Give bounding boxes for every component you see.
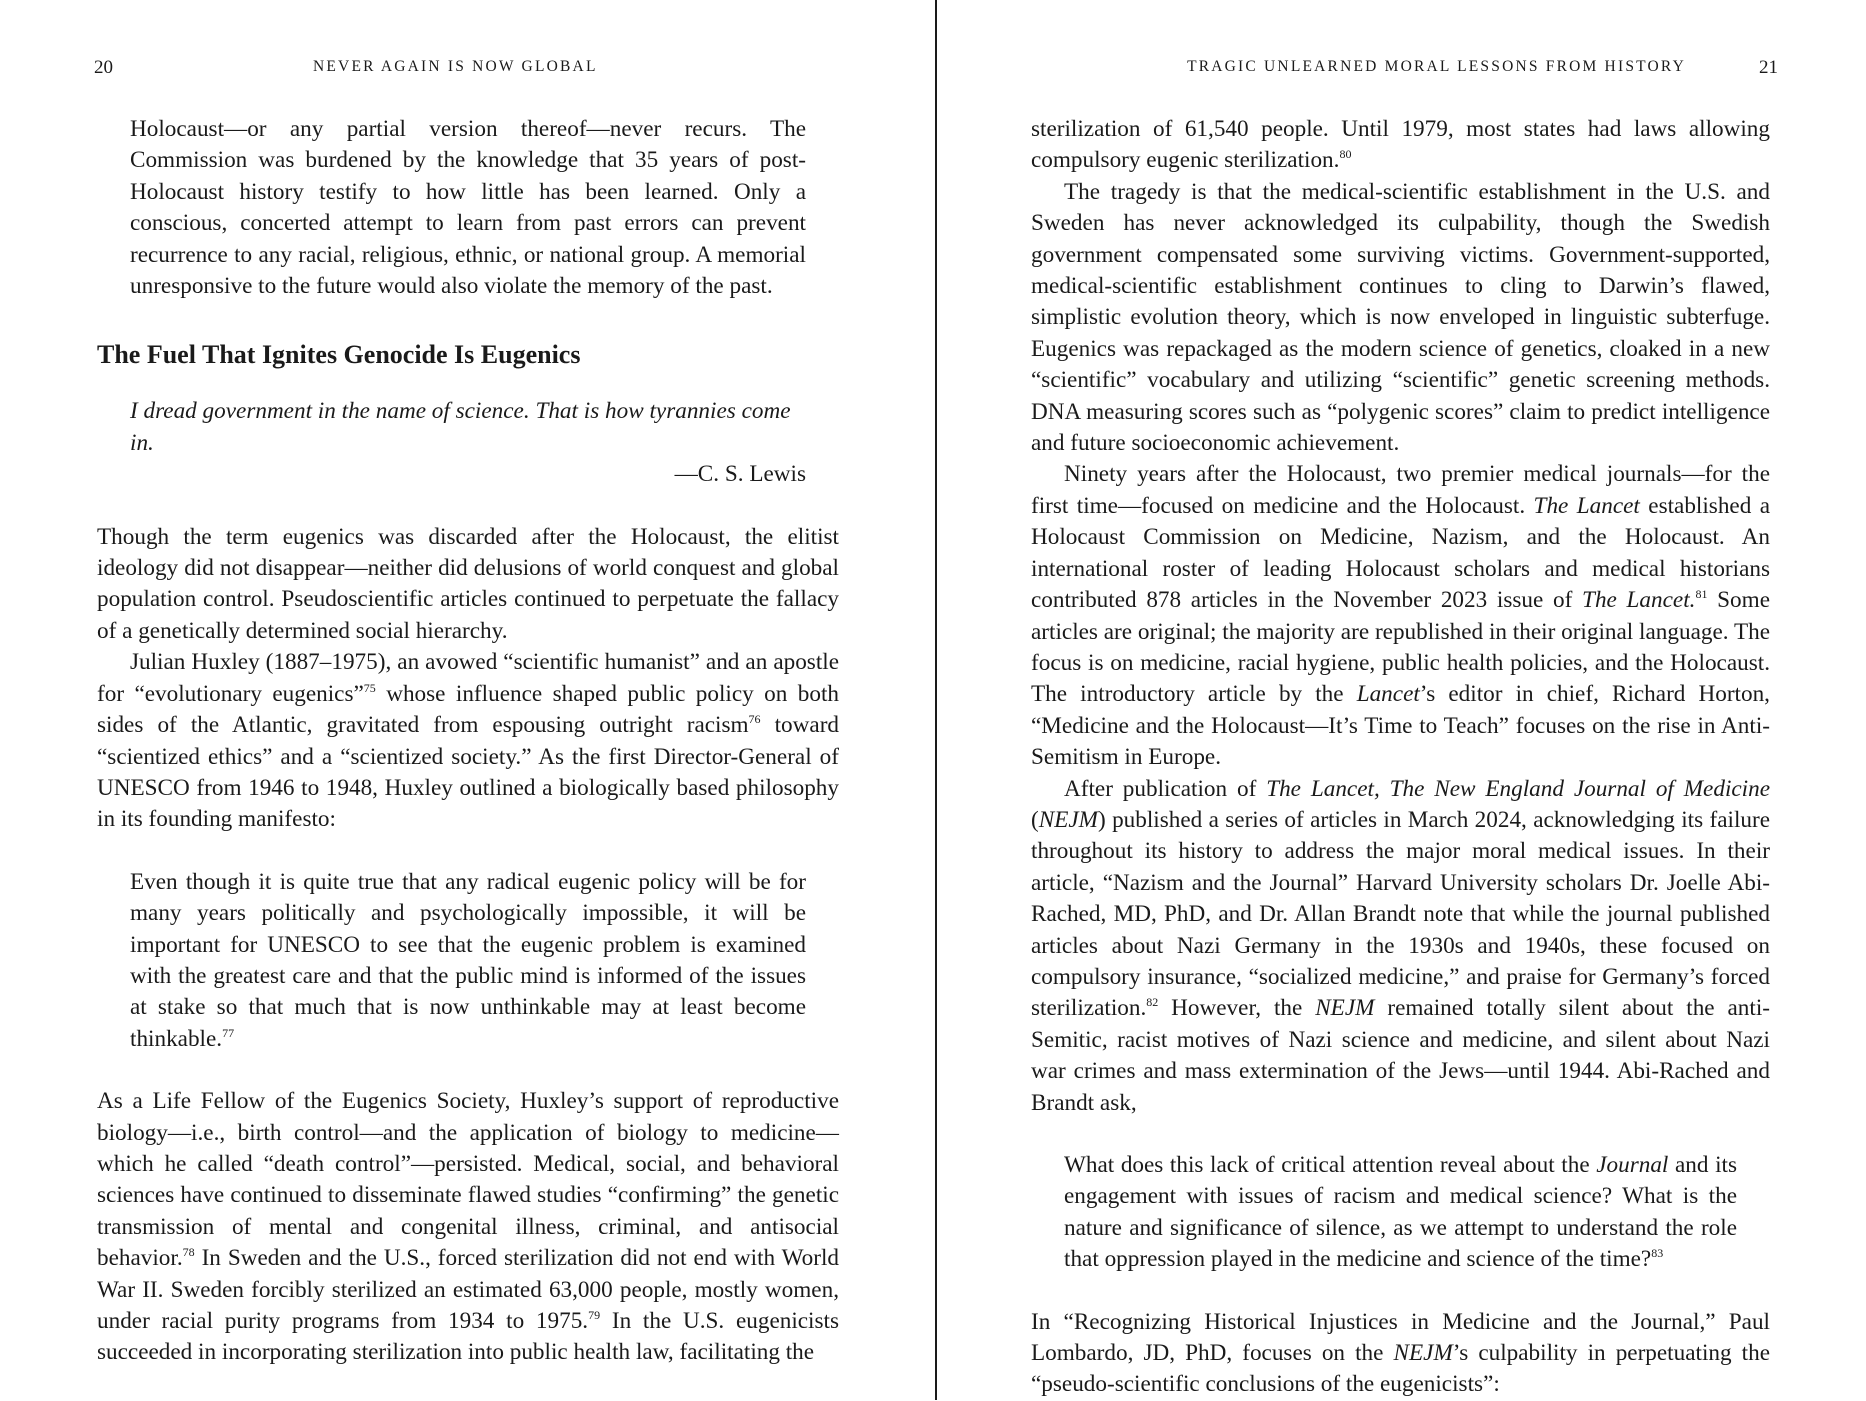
text-run: In the U.S. eugenicists succeeded in incorporating sterilization into public health law, facilitating the (97, 1308, 839, 1366)
text-run: As a Life Fellow of the Eugenics Society, Huxley’s support of reproductive biology—i.e., birth control—and the application of biology to medicine—which he called “death control”—persisted. Medical, social, and behavioral sciences have continued to disseminate flawed studies “confirming” the genetic transmission of mental and congenital illness, criminal, and antisocial behavior. (97, 1088, 839, 1272)
italic-title: Journal (1596, 1152, 1669, 1178)
text-run: ’s editor in chief, Richard Horton, “Medicine and the Holocaust—It’s Time to Teach” focuses on the rise in Anti-Semitism in Europe. (1031, 681, 1770, 771)
text-run: established a Holocaust Commission on Medicine, Nazism, and the Holocaust. An international roster of leading Holocaust scholars and medical historians contributed 878 articles in the November 2023 issue of (1031, 492, 1771, 614)
text-run: After publication of (1064, 775, 1267, 802)
page-number: 20 (94, 57, 113, 78)
text-run: ) published a series of articles in March 2024, acknowledging its failure throughout its history to address the major moral medical issues. In their article, “Nazism and the Journal” Harvard University scholars Dr. Joelle Abi-Rached, MD, PhD, and Dr. Allan Brandt note that while the journal published articles about Nazi Germany in the 1930s and 1940s, these focused on compulsory insurance, “socialized medicine,” and praise for Germany’s forced sterilization. (1031, 806, 1770, 1022)
text-run: Ninety years after the Holocaust, two premier medical journals—for the first time—focused on medicine and the Holocaust. (1031, 461, 1770, 519)
text-run: ’s culpability in perpetuating the “pseudo-scientific conclusions of the eugenicists”: (1031, 1340, 1770, 1398)
italic-title: The Lancet, The New England Journal of Medicine (1266, 775, 1770, 802)
text-run: In Sweden and the U.S., forced sterilization did not end with World War II. Sweden forcibly sterilized an estimated 63,000 people, mostly women, under racial purity programs from 1934 to 1975. (97, 1245, 839, 1334)
text-run: In “Recognizing Historical Injustices in Medicine and the Journal,” Paul Lombardo, JD, PhD, focuses on the (1031, 1308, 1770, 1367)
paragraph: Holocaust—or any partial version thereof—never recurs. The Commission was burdened by the knowledge that 35 years of post-Holocaust history testify to how little has been learned. Only a conscious, concerted attempt to learn from past errors can prevent recurrence to any racial, religious, ethnic, or national group. A memorial unresponsive to the future would also violate the memory of the past. (130, 116, 806, 300)
text-run: ( (1031, 806, 1039, 833)
text-run: Some articles are original; the majority are republished in their original language. The focus is on medicine, racial hygiene, public health policies, and the Holocaust. The introductory article by the (1031, 587, 1770, 708)
footnote-ref: 80 (1339, 147, 1352, 162)
text-run: Julian Huxley (1887–1975), an avowed “scientific humanist” and an apostle for “evolutionary eugenics” (97, 649, 839, 707)
text-run: and its engagement with issues of racism and medical science? What is the nature and significance of silence, as we attempt to understand the role that oppression played in the medicine and science of the time? (1064, 1152, 1737, 1273)
page-body (1031, 114, 1770, 1401)
paragraph (1031, 459, 1770, 773)
block-quote (130, 867, 806, 1055)
paragraph: The tragedy is that the medical-scientific establishment in the U.S. and Sweden has never acknowledged its culpability, though the Swedish government compensated some surviving victims. Government-supported, medical-scientific establishment continues to cling to Darwin’s flawed, simplistic evolution theory, which is now enveloped in linguistic subterfuge. Eugenics was repackaged as the modern science of genetics, cloaked in a new “scientific” vocabulary and utilizing “scientific” genetic screening methods. DNA measuring scores such as “polygenic scores” claim to predict intelligence and future socioeconomic achievement. (1031, 178, 1770, 457)
paragraph (1031, 1307, 1770, 1401)
paragraph (97, 1086, 839, 1369)
text-run: whose influence shaped public policy on both sides of the Atlantic, gravitated from espousing outright racism (97, 680, 839, 739)
text-run: toward “scientized ethics” and a “scientized society.” As the first Director-General of UNESCO from 1946 to 1948, Huxley outlined a biologically based philosophy in its founding manifesto: (97, 712, 840, 833)
footnote-ref: 79 (588, 1308, 601, 1322)
page-number: 21 (1759, 57, 1778, 78)
paragraph (1031, 114, 1770, 177)
paragraph (1031, 774, 1770, 1119)
footnote-ref: 75 (363, 680, 376, 695)
paragraph (97, 647, 839, 835)
italic-title: The Lancet. (1582, 587, 1696, 614)
italic-title: NEJM (1315, 995, 1375, 1022)
right-page (938, 0, 1866, 1400)
footnote-ref: 76 (748, 712, 761, 727)
text-run: sterilization of 61,540 people. Until 1979, most states had laws allowing compulsory eugenic sterilization. (1031, 116, 1770, 174)
footnote-ref: 81 (1695, 587, 1708, 602)
block-quote (1064, 1150, 1737, 1276)
running-head: NEVER AGAIN IS NOW GLOBAL (313, 58, 598, 75)
text-run: remained totally silent about the anti-Semitic, racist motives of Nazi science and medicine, and silent about Nazi war crimes and mass extermination of the Jews—until 1944. Abi-Rached and Brandt ask, (1031, 995, 1770, 1116)
italic-title: NEJM (1038, 806, 1098, 833)
text-run: However, the (1158, 995, 1316, 1022)
text-run: What does this lack of critical attention reveal about the (1064, 1152, 1597, 1178)
text-run: Even though it is quite true that any radical eugenic policy will be for many years politically and psychologically impossible, it will be important for UNESCO to see that the eugenic problem is examined with the greatest care and that the public mind is informed of the issues at stake so that much that is now unthinkable may at least become thinkable. (130, 868, 806, 1052)
page-gutter-divider (935, 0, 937, 1400)
page-body (97, 114, 839, 1369)
epigraph-attribution: —C. S. Lewis (674, 461, 806, 488)
epigraph-quote: I dread government in the name of science. That is how tyrannies come in. (130, 398, 791, 456)
italic-title: NEJM (1393, 1340, 1453, 1367)
paragraph: Though the term eugenics was discarded after the Holocaust, the elitist ideology did not disappear—neither did delusions of world conquest and global population control. Pseudoscientific articles continued to perpetuate the fallacy of a genetically determined social hierarchy. (97, 523, 839, 644)
footnote-ref: 78 (182, 1245, 195, 1260)
footnote-ref: 82 (1146, 995, 1159, 1010)
footnote-ref: 77 (222, 1025, 235, 1040)
footnote-ref: 83 (1651, 1246, 1664, 1261)
section-heading: The Fuel That Ignites Genocide Is Eugenics (97, 340, 581, 370)
running-head: TRAGIC UNLEARNED MORAL LESSONS FROM HISTORY (1187, 58, 1686, 75)
italic-title: Lancet (1356, 681, 1420, 708)
italic-title: The Lancet (1533, 492, 1640, 519)
